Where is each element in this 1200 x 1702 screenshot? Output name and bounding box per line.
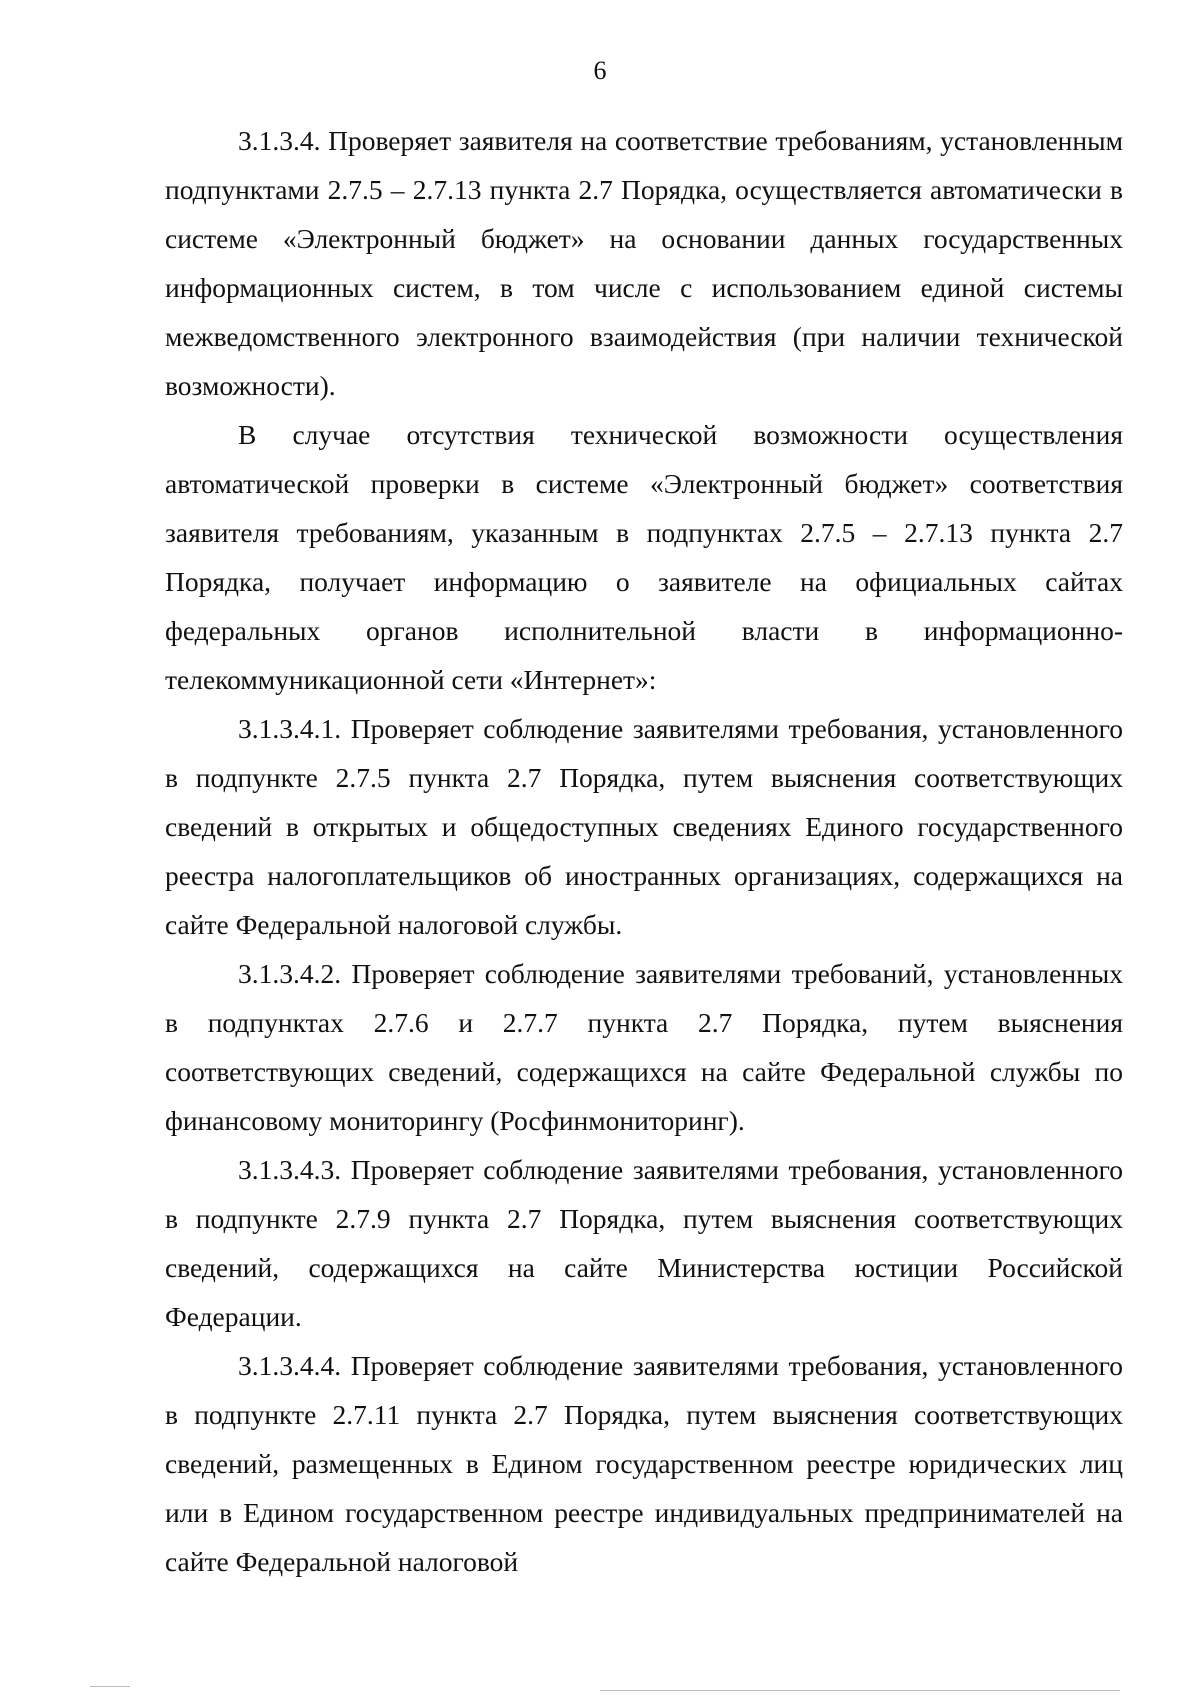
page-number: 6 — [593, 56, 607, 85]
paragraph-text: Проверяет соблюдение заявителями требования, установленного в подпункте 2.7.11 пункта 2.7 Порядка, путем выяснения соответствующих сведений, размещенных в Едином государственном реестре юридических лиц или в Едином государственном реестре индивидуальных предпринимателей на сайте Федеральной налоговой — [165, 1350, 1124, 1577]
paragraph-3-1-3-4-4 — [165, 1341, 1123, 1586]
paragraph-3-1-3-4-1 — [165, 704, 1123, 949]
paragraph-3-1-3-4-2 — [165, 949, 1123, 1145]
clause-number: 3.1.3.4. — [238, 125, 321, 156]
clause-number: 3.1.3.4.3. — [238, 1154, 342, 1185]
scan-artifact — [600, 1690, 1120, 1691]
clause-number: 3.1.3.4.4. — [238, 1350, 342, 1381]
clause-number: 3.1.3.4.2. — [238, 958, 342, 989]
paragraph-3-1-3-4-3 — [165, 1145, 1123, 1341]
paragraph-text: Проверяет соблюдение заявителями требований, установленных в подпунктах 2.7.6 и 2.7.7 пункта 2.7 Порядка, путем выяснения соответствующих сведений, содержащихся на сайте Федеральной службы по финансовому мониторингу (Росфинмониторинг). — [165, 958, 1124, 1136]
paragraph-text: Проверяет соблюдение заявителями требования, установленного в подпункте 2.7.9 пункта 2.7 Порядка, путем выяснения соответствующих сведений, содержащихся на сайте Министерства юстиции Российской Федерации. — [165, 1154, 1124, 1332]
paragraph-no-technical-possibility — [165, 410, 1123, 704]
document-body — [165, 116, 1123, 1586]
paragraph-text: Проверяет заявителя на соответствие требованиям, установленным подпунктами 2.7.5 – 2.7.13 пункта 2.7 Порядка, осуществляется автоматически в системе «Электронный бюджет» на основании данных государственных информационных систем, в том числе с использованием единой системы межведомственного электронного взаимодействия (при наличии технической возможности). — [165, 125, 1123, 401]
clause-number: 3.1.3.4.1. — [238, 713, 342, 744]
paragraph-text: В случае отсутствия технической возможности осуществления автоматической проверки в системе «Электронный бюджет» соответствия заявителя требованиям, указанным в подпунктах 2.7.5 – 2.7.13 пункта 2.7 Порядка, получает информацию о заявителе на официальных сайтах федеральных органов исполнительной власти в информационно-телекоммуникационной сети «Интернет»: — [165, 419, 1123, 695]
paragraph-text: Проверяет соблюдение заявителями требования, установленного в подпункте 2.7.5 пункта 2.7 Порядка, путем выяснения соответствующих сведений в открытых и общедоступных сведениях Единого государственного реестра налогоплательщиков об иностранных организациях, содержащихся на сайте Федеральной налоговой службы. — [165, 713, 1124, 940]
scan-artifact — [90, 1686, 130, 1687]
paragraph-3-1-3-4 — [165, 116, 1123, 410]
